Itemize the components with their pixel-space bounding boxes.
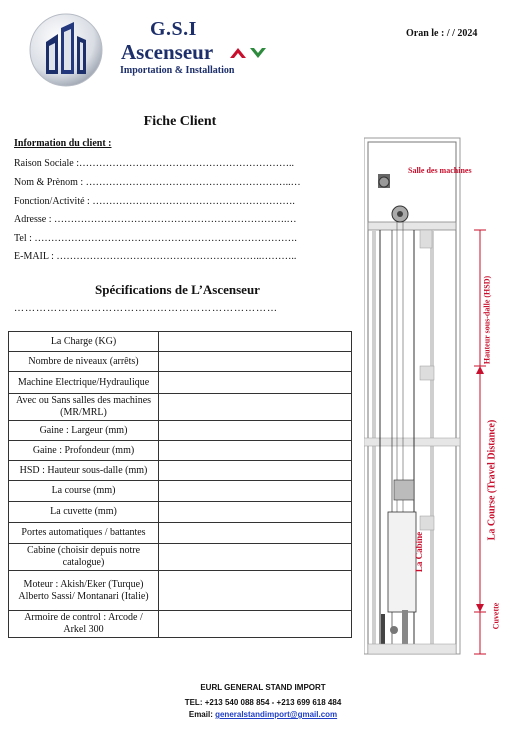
field-tel[interactable]: Tel : ……………………………………………………………………. — [14, 233, 297, 244]
table-row — [9, 461, 352, 481]
hsd-label: Hauteur sous-dalle (HSD) — [482, 275, 492, 365]
spec-value-cell[interactable] — [159, 461, 352, 481]
page-title: Fiche Client — [143, 114, 217, 129]
spec-value-cell[interactable] — [159, 571, 352, 611]
elevator-diagram — [364, 136, 522, 656]
table-row — [9, 421, 352, 441]
footer-email-link[interactable]: generalstandimport@gmail.com — [215, 710, 338, 719]
spec-label: Gaine : Largeur (mm) — [9, 421, 159, 441]
specs-table — [8, 331, 352, 638]
spec-label: La course (mm) — [9, 481, 159, 502]
spec-label: La cuvette (mm) — [9, 502, 159, 523]
table-row — [9, 544, 352, 571]
field-email[interactable]: E-MAIL : ……………………………………………………..……….. — [14, 251, 297, 262]
brand-chevrons-icon — [228, 44, 272, 67]
date-field[interactable]: Oran le : / / 2024 — [406, 28, 478, 39]
table-row — [9, 441, 352, 461]
specs-heading: Spécifications de L’Ascenseur — [95, 282, 260, 297]
company-logo — [28, 12, 104, 88]
spec-value-cell[interactable] — [159, 352, 352, 372]
table-row — [9, 481, 352, 502]
field-fonction[interactable]: Fonction/Activité : ……………………………………………………. — [14, 196, 295, 207]
table-row — [9, 332, 352, 352]
spec-label: Moteur : Akish/Eker (Turque) Alberto Sassi/ Montanari (Italie) — [9, 571, 159, 611]
spec-value-cell[interactable] — [159, 544, 352, 571]
footer-phone: TEL: +213 540 088 854 - +213 699 618 484 — [184, 698, 342, 707]
travel-distance-label: La Course (Travel Distance) — [486, 419, 498, 541]
brand-name: G.S.I — [150, 18, 197, 40]
cabin-label: La Cabine — [414, 531, 424, 573]
machine-room-label: Salle des machines — [408, 166, 472, 175]
table-row — [9, 502, 352, 523]
spec-value-cell[interactable] — [159, 332, 352, 352]
spec-label: La Charge (KG) — [9, 332, 159, 352]
table-row — [9, 372, 352, 394]
table-row — [9, 611, 352, 638]
field-nom-prenom[interactable]: Nom & Prènom : ……………………………………………………..… — [14, 177, 301, 188]
brand-tagline: Importation & Installation — [120, 65, 235, 76]
spec-label: Avec ou Sans salles des machines (MR/MRL) — [9, 394, 159, 421]
field-adresse[interactable]: Adresse : …………………………………………………………….… — [14, 214, 297, 225]
footer-company: EURL GENERAL STAND IMPORT — [200, 683, 326, 692]
specs-dotted-line[interactable]: ……………………………………………………………… — [14, 303, 278, 314]
table-row — [9, 571, 352, 611]
spec-label: Cabine (choisir depuis notre catalogue) — [9, 544, 159, 571]
table-row — [9, 352, 352, 372]
field-raison-sociale[interactable]: Raison Sociale :……………………………………………………….. — [14, 158, 294, 169]
spec-value-cell[interactable] — [159, 441, 352, 461]
client-info-heading: Information du client : — [14, 138, 112, 149]
spec-label: Nombre de niveaux (arrêts) — [9, 352, 159, 372]
pit-label: Cuvette — [491, 602, 501, 630]
spec-value-cell[interactable] — [159, 523, 352, 544]
spec-value-cell[interactable] — [159, 394, 352, 421]
spec-label: Gaine : Profondeur (mm) — [9, 441, 159, 461]
spec-value-cell[interactable] — [159, 502, 352, 523]
brand-subtitle: Ascenseur — [121, 40, 214, 64]
spec-label: Armoire de control : Arcode / Arkel 300 — [9, 611, 159, 638]
spec-value-cell[interactable] — [159, 481, 352, 502]
spec-label: HSD : Hauteur sous-dalle (mm) — [9, 461, 159, 481]
table-row — [9, 394, 352, 421]
spec-label: Portes automatiques / battantes — [9, 523, 159, 544]
spec-label: Machine Electrique/Hydraulique — [9, 372, 159, 394]
footer-email-label: Email: — [188, 710, 216, 719]
spec-value-cell[interactable] — [159, 421, 352, 441]
footer-email-line — [0, 709, 526, 721]
spec-value-cell[interactable] — [159, 372, 352, 394]
spec-value-cell[interactable] — [159, 611, 352, 638]
table-row — [9, 523, 352, 544]
